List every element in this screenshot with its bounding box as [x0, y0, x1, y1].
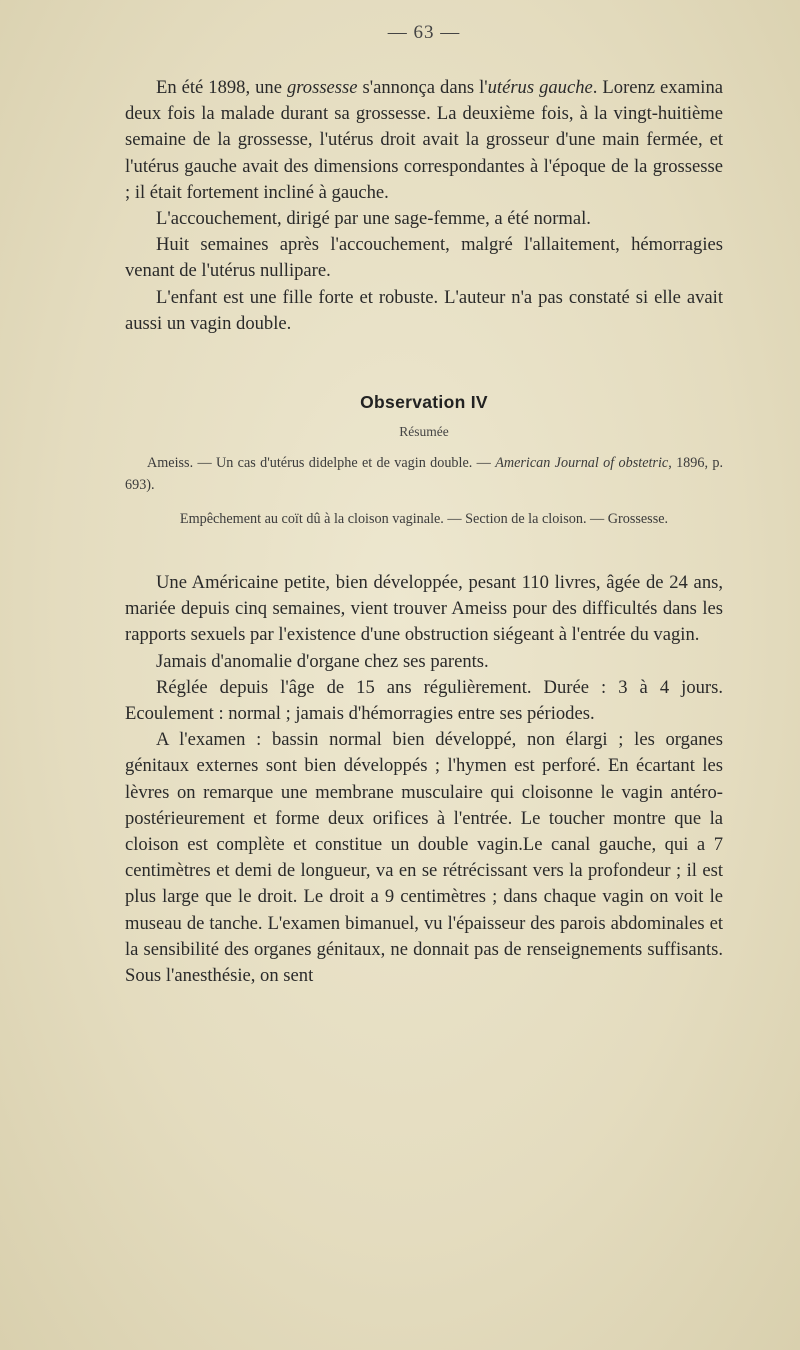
observation-summary: [125, 452, 723, 530]
paragraph-2: L'accouchement, dirigé par une sage-femme, a été normal.: [156, 208, 591, 230]
italic-grossesse: grossesse: [286, 77, 358, 98]
paragraph-7: Réglée depuis l'âge de 15 ans régulièrement. Durée : 3 à 4 jours. Ecoulement : normal ; jamais d'hémorragies entre ses périodes.: [125, 676, 723, 725]
observation-subtitle: Résumée: [399, 424, 449, 439]
observation-title: Observation IV: [360, 392, 488, 412]
paragraph-8: A l'examen : bassin normal bien développé, non élargi ; les organes génitaux externes sont bien développés ; l'hymen est perforé. En écartant les lèvres on remarque une membrane musculaire qui cloisonne le vagin antéro-postérieurement et forme deux orifices à l'entrée. Le toucher montre que la cloison est complète et constitue un double vagin.Le canal gauche, qui a 7 centimètres et demi de longueur, va en se rétrécissant vers la profondeur ; il est plus large que le droit. Le droit a 9 centimètres ; dans chaque vagin on voit le museau de tanche. L'examen bimanuel, vu l'épaisseur des parois abdominales et la sensibilité des organes génitaux, ne donnait pas de renseignements suffisants. Sous l'anesthésie, on sent: [125, 729, 723, 987]
text-block-main: [125, 570, 723, 989]
paragraph-3: Huit semaines après l'accouchement, malgré l'allaitement, hémorragies venant de l'utérus nullipare.: [125, 234, 723, 282]
observation-reference: Ameiss. — Un cas d'utérus didelphe et de vagin double. — American Journal of obstetric, 1896, p. 693).: [125, 455, 723, 493]
paragraph-5: Une Américaine petite, bien développée, pesant 110 livres, âgée de 24 ans, mariée depuis cinq semaines, vient trouver Ameiss pour des difficultés dans les rapports sexuels par l'existence d'une obstruction siégeant à l'entrée du vagin.: [125, 572, 723, 646]
text-block-top: [125, 75, 723, 337]
page-number: — 63 —: [387, 22, 461, 43]
paragraph-4: L'enfant est une fille forte et robuste. L'auteur n'a pas constaté si elle avait aussi un vagin double.: [125, 286, 723, 334]
journal-title: American Journal of obstetric: [495, 455, 669, 471]
observation-keywords: Empêchement au coït dû à la cloison vaginale. — Section de la cloison. — Grossesse.: [179, 511, 669, 527]
italic-uterus-gauche: utérus gauche: [487, 77, 593, 98]
paragraph-6: Jamais d'anomalie d'organe chez ses parents.: [156, 650, 489, 672]
paragraph-1: En été 1898, une grossesse s'annonça dans l'utérus gauche. Lorenz examina deux fois la malade durant sa grossesse. La deuxième fois, à la vingt-huitième semaine de la grossesse, l'utérus droit avait la grosseur d'une main fermée, et l'utérus gauche avait des dimensions correspondantes à l'époque de la grossesse ; il était fortement incliné à gauche.: [125, 77, 724, 203]
